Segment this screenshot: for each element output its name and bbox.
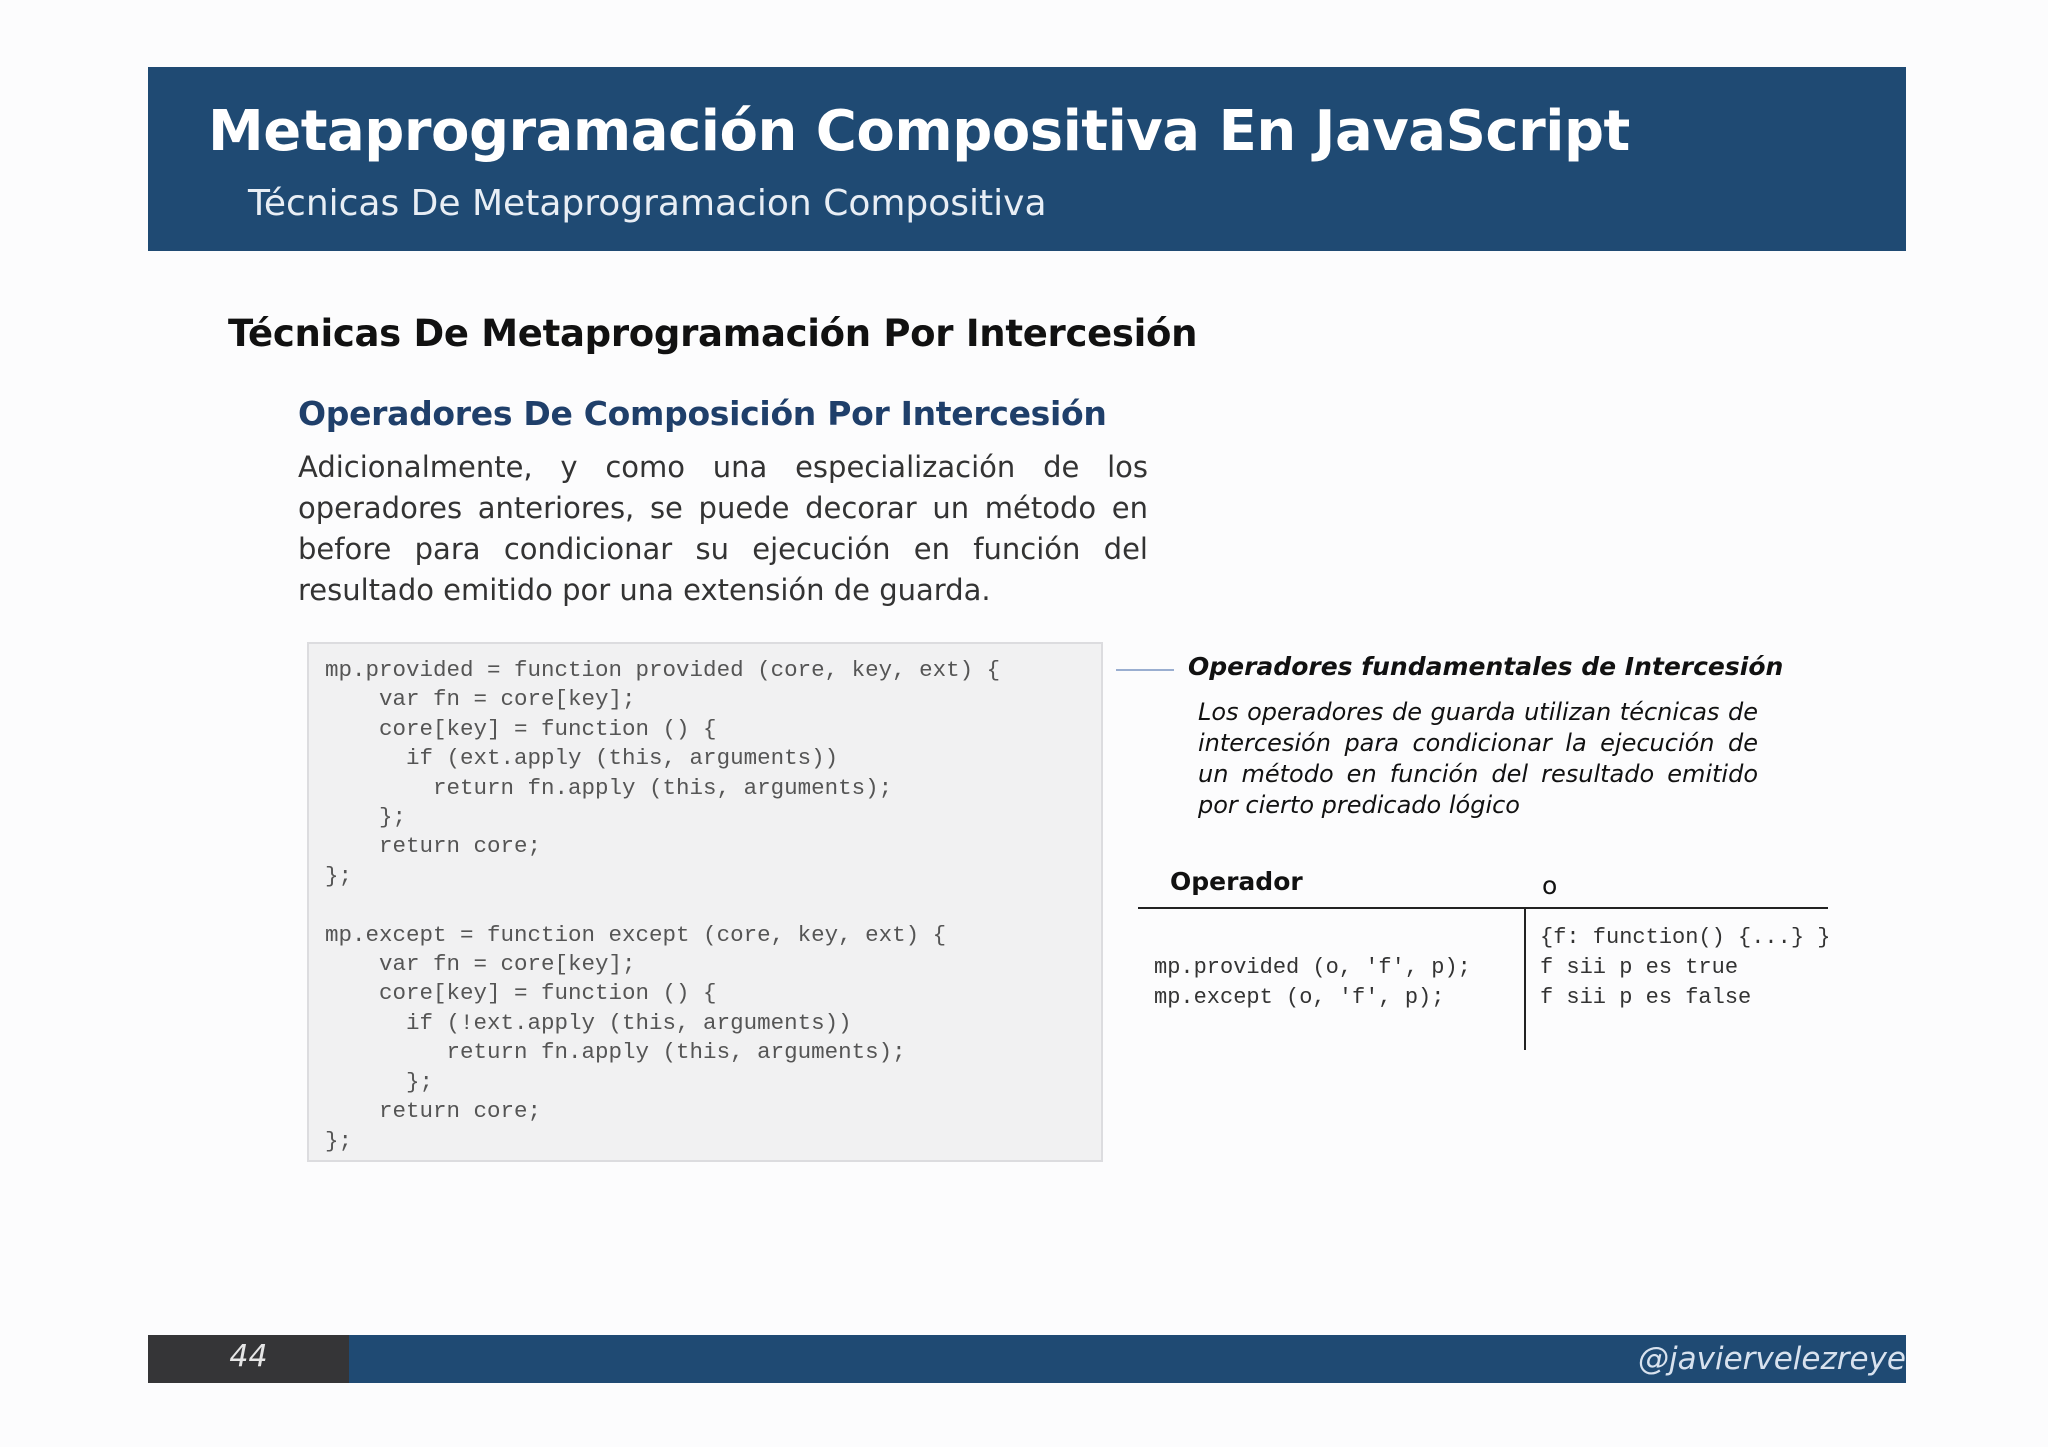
note-body: Los operadores de guarda utilizan técnicas de intercesión para condicionar la ejecución de un método en función del resultado emitido por cierto predicado lógico bbox=[1198, 698, 1758, 819]
operator-table-header-operator: Operador bbox=[1170, 867, 1303, 896]
section-subtitle: Operadores De Composición Por Intercesión bbox=[298, 394, 1107, 433]
section-title: Técnicas De Metaprogramación Por Intercesión bbox=[228, 312, 1198, 355]
operator-table-horizontal-rule bbox=[1138, 907, 1828, 909]
slide-title: Metaprogramación Compositiva En JavaScript bbox=[208, 99, 1630, 164]
note-title: Operadores fundamentales de Intercesión bbox=[1188, 652, 1784, 681]
author-handle: @javiervelezreye bbox=[1638, 1341, 1906, 1377]
operator-table-results: {f: function() {...} } f sii p es true f sii p es false bbox=[1540, 925, 1831, 1010]
callout-connector-line bbox=[1116, 669, 1174, 671]
operator-table-vertical-rule bbox=[1524, 907, 1526, 1050]
footer-band bbox=[148, 1335, 1906, 1383]
slide bbox=[148, 67, 1906, 1387]
operator-table-operators: mp.provided (o, 'f', p); mp.except (o, 'f', p); bbox=[1154, 955, 1471, 1010]
slide-subtitle: Técnicas De Metaprogramacion Compositiva bbox=[248, 183, 1047, 224]
operator-table-header-object: o bbox=[1542, 871, 1558, 900]
page-number-box bbox=[148, 1335, 349, 1383]
section-paragraph: Adicionalmente, y como una especialización de los operadores anteriores, se puede decorar un método en before para condicionar su ejecución en función del resultado emitido por una extensión de guarda. bbox=[298, 450, 1148, 607]
header-band bbox=[148, 67, 1906, 251]
code-block bbox=[307, 642, 1103, 1162]
page-number: 44 bbox=[229, 1339, 268, 1374]
operator-table bbox=[1138, 867, 1838, 1127]
code-text: mp.provided = function provided (core, key, ext) { var fn = core[key]; core[key] = function () { if (ext.apply (this, arguments)) return fn.apply (this, arguments); }; return core; }; mp.except = function except (core, key, ext) { var fn = core[key]; core[key] = function () { if (!ext.apply (this, arguments)) return fn.apply (this, arguments); }; return core; }; bbox=[325, 657, 1001, 1154]
